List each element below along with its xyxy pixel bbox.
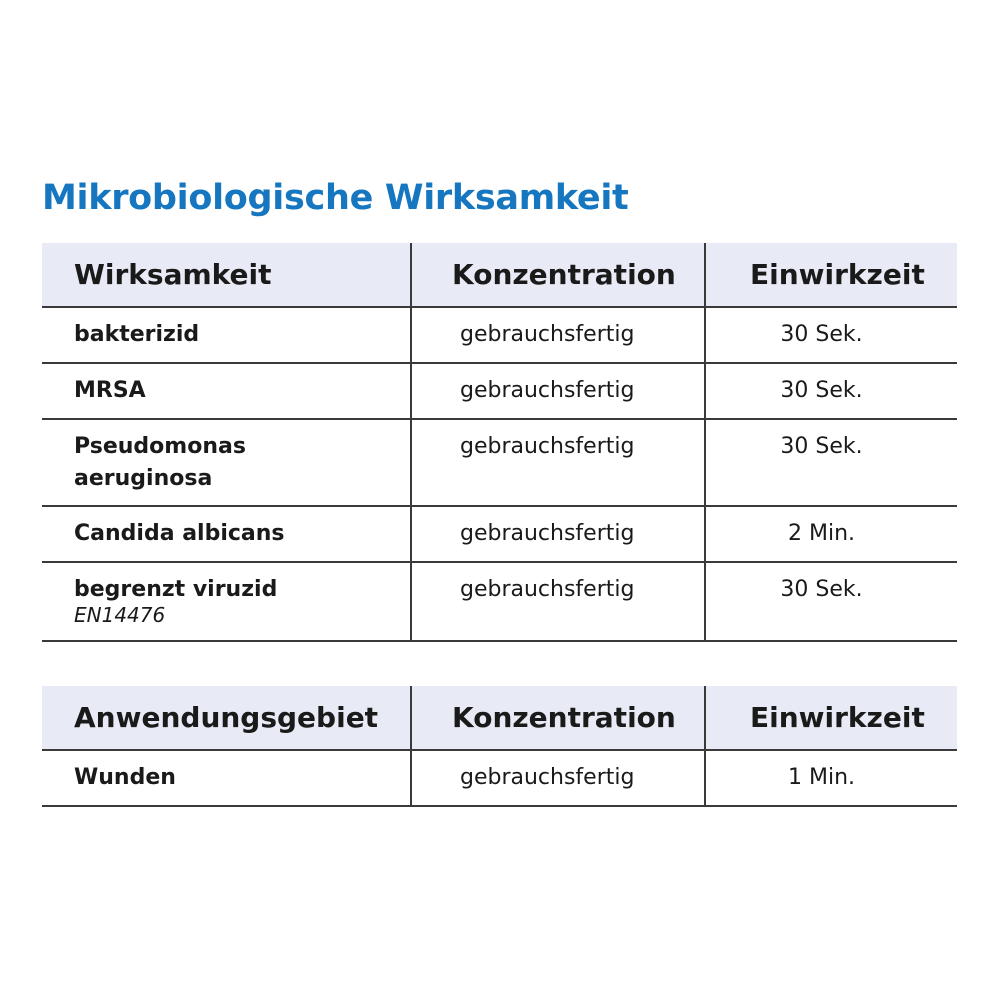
concentration-cell: gebrauchsfertig bbox=[411, 307, 705, 363]
table-row bbox=[42, 562, 957, 641]
table-row bbox=[42, 363, 957, 419]
table-header-row bbox=[42, 686, 957, 750]
contact-time-cell: 30 Sek. bbox=[705, 307, 957, 363]
contact-time-cell: 2 Min. bbox=[705, 506, 957, 562]
concentration-cell: gebrauchsfertig bbox=[411, 562, 705, 641]
concentration-cell: gebrauchsfertig bbox=[411, 363, 705, 419]
table-header-row bbox=[42, 243, 957, 307]
application-area-cell: Wunden bbox=[42, 750, 411, 806]
application-table bbox=[42, 686, 957, 807]
efficacy-cell: bakterizid bbox=[42, 307, 411, 363]
contact-time-cell: 30 Sek. bbox=[705, 419, 957, 506]
table-row bbox=[42, 419, 957, 506]
column-header-concentration: Konzentration bbox=[411, 243, 705, 307]
efficacy-cell: Pseudomonas aeruginosa bbox=[42, 419, 411, 506]
contact-time-cell: 30 Sek. bbox=[705, 562, 957, 641]
contact-time-cell: 1 Min. bbox=[705, 750, 957, 806]
efficacy-name: begrenzt viruzid bbox=[74, 577, 278, 602]
column-header-application-area: Anwendungsgebiet bbox=[42, 686, 411, 750]
standard-reference: EN14476 bbox=[74, 603, 166, 627]
table-row bbox=[42, 750, 957, 806]
table-row bbox=[42, 506, 957, 562]
efficacy-cell bbox=[42, 562, 411, 641]
column-header-contact-time: Einwirkzeit bbox=[705, 686, 957, 750]
page-title: Mikrobiologische Wirksamkeit bbox=[42, 178, 629, 218]
concentration-cell: gebrauchsfertig bbox=[411, 506, 705, 562]
contact-time-cell: 30 Sek. bbox=[705, 363, 957, 419]
efficacy-cell: MRSA bbox=[42, 363, 411, 419]
efficacy-cell: Candida albicans bbox=[42, 506, 411, 562]
concentration-cell: gebrauchsfertig bbox=[411, 419, 705, 506]
concentration-cell: gebrauchsfertig bbox=[411, 750, 705, 806]
column-header-concentration: Konzentration bbox=[411, 686, 705, 750]
table-row bbox=[42, 307, 957, 363]
column-header-efficacy: Wirksamkeit bbox=[42, 243, 411, 307]
column-header-contact-time: Einwirkzeit bbox=[705, 243, 957, 307]
efficacy-table bbox=[42, 243, 957, 642]
